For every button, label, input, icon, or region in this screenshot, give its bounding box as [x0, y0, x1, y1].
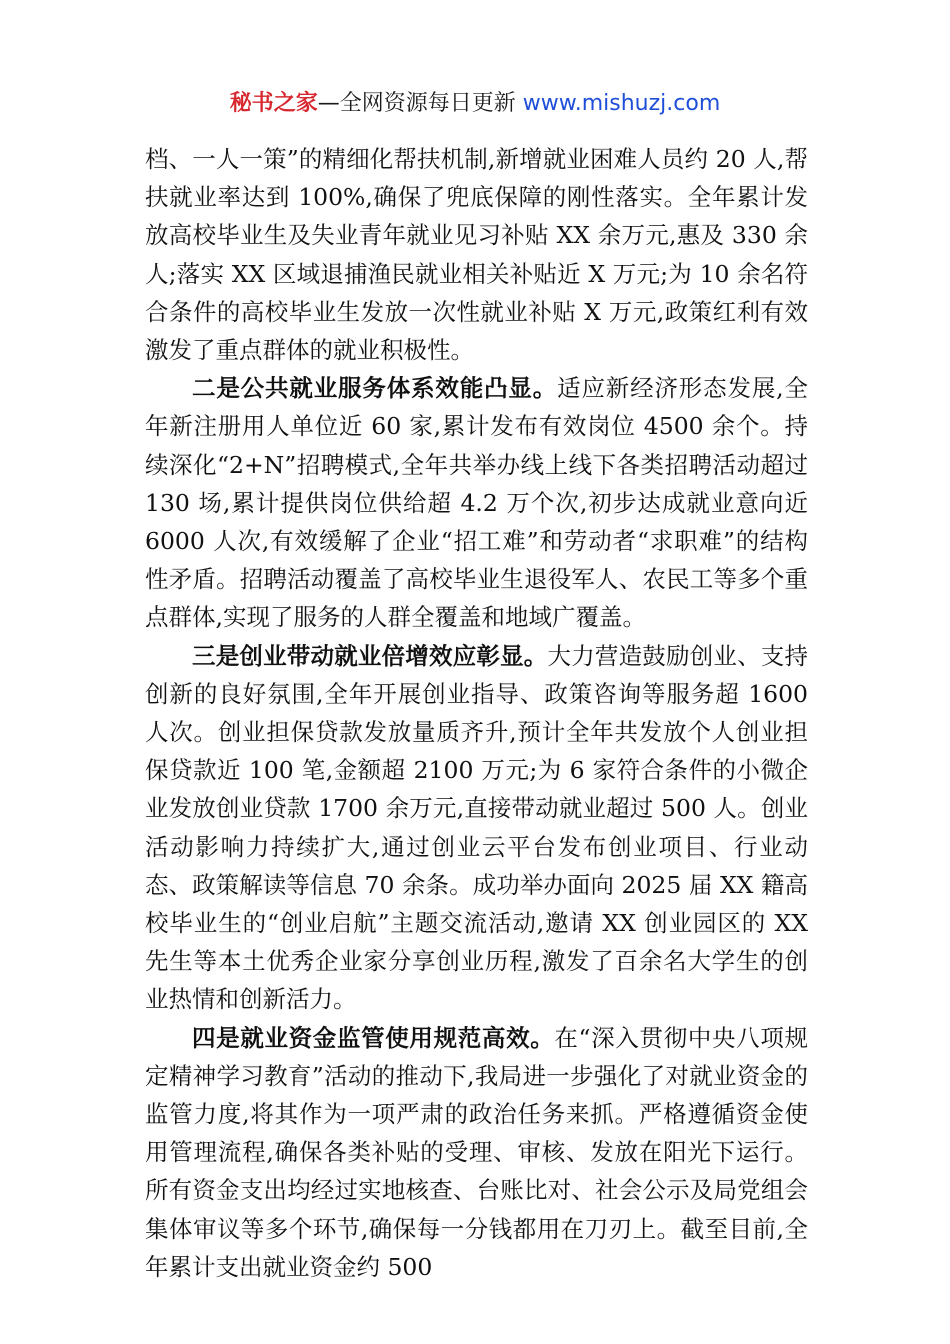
- paragraph-public-employment-service: [145, 369, 808, 636]
- brand-name: 秘书之家: [229, 91, 318, 116]
- paragraph-lead-heading: 二是公共就业服务体系效能凸显。: [192, 374, 558, 403]
- site-header: [0, 88, 950, 120]
- site-url-link[interactable]: www.mishuzj.com: [522, 91, 721, 116]
- header-tagline: —全网资源每日更新: [317, 91, 523, 116]
- paragraph-continuation: [145, 140, 808, 369]
- paragraph-entrepreneurship: [145, 637, 808, 1019]
- paragraph-text: 大力营造鼓励创业、支持创新的良好氛围,全年开展创业指导、政策咨询等服务超 1600 人次。创业担保贷款发放量质齐升,预计全年共发放个人创业担保贷款近 100 笔,金额超 2100 万元;为 6 家符合条件的小微企业发放创业贷款 1700 余万元,直接带动就业超过 500 人。创业活动影响力持续扩大,通过创业云平台发布创业项目、行业动态、政策解读等信息 70 余条。成功举办面向 2025 届 XX 籍高校毕业生的“创业启航”主题交流活动,邀请 XX 创业园区的 XX 先生等本土优秀企业家分享创业历程,激发了百余名大学生的创业热情和创新活力。: [145, 641, 808, 1014]
- paragraph-text: 档、一人一策”的精细化帮扶机制,新增就业困难人员约 20 人,帮扶就业率达到 100%,确保了兜底保障的刚性落实。全年累计发放高校毕业生及失业青年就业见习补贴 XX 余万元,惠及 330 余人;落实 XX 区域退捕渔民就业相关补贴近 X 万元;为 10 余名符合条件的高校毕业生发放一次性就业补贴 X 万元,政策红利有效激发了重点群体的就业积极性。: [145, 145, 808, 365]
- paragraph-fund-supervision: [145, 1019, 808, 1286]
- document-body: [145, 140, 808, 1286]
- paragraph-text: 适应新经济形态发展,全年新注册用人单位近 60 家,累计发布有效岗位 4500 余个。持续深化“2+N”招聘模式,全年共举办线上线下各类招聘活动超过 130 场,累计提供岗位供给超 4.2 万个次,初步达成就业意向近 6000 人次,有效缓解了企业“招工难”和劳动者“求职难”的结构性矛盾。招聘活动覆盖了高校毕业生退役军人、农民工等多个重点群体,实现了服务的人群全覆盖和地域广覆盖。: [145, 374, 808, 632]
- paragraph-text: 在“深入贯彻中央八项规定精神学习教育”活动的推动下,我局进一步强化了对就业资金的监管力度,将其作为一项严肃的政治任务来抓。严格遵循资金使用管理流程,确保各类补贴的受理、审核、发放在阳光下运行。所有资金支出均经过实地核查、台账比对、社会公示及局党组会集体审议等多个环节,确保每一分钱都用在刀刃上。截至目前,全年累计支出就业资金约 500: [145, 1023, 808, 1281]
- paragraph-lead-heading: 四是就业资金监管使用规范高效。: [192, 1023, 555, 1052]
- paragraph-lead-heading: 三是创业带动就业倍增效应彰显。: [192, 641, 548, 670]
